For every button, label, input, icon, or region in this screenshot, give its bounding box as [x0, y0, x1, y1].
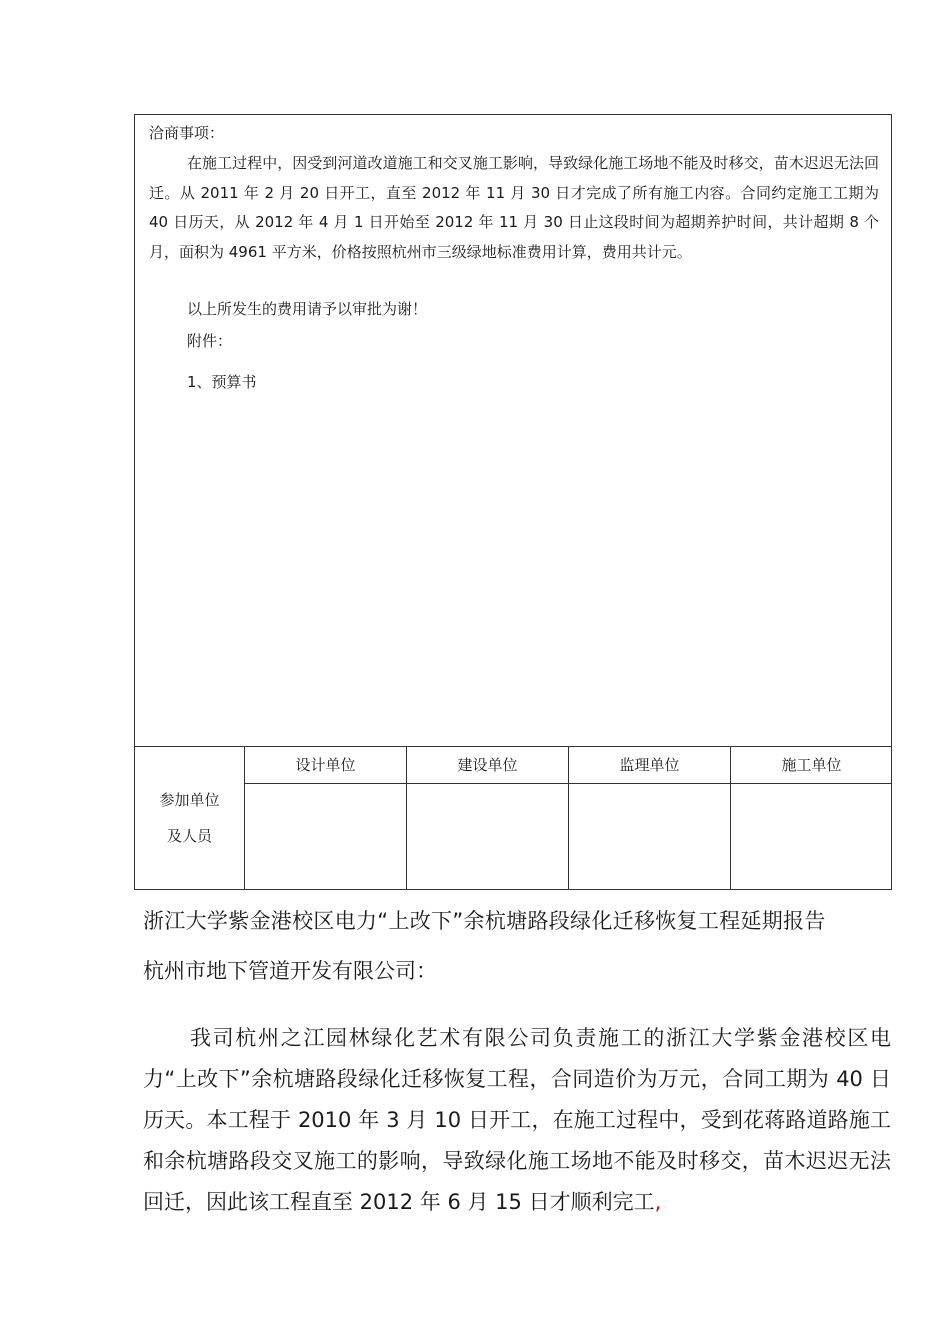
report-addressee: 杭州市地下管道开发有限公司： [143, 959, 437, 983]
approval-request: 以上所发生的费用请予以审批为谢！ [187, 300, 428, 318]
negotiation-heading: 洽商事项： [149, 124, 225, 142]
construction-owner-header: 建设单位 [407, 746, 569, 783]
report-body-text: 我司杭州之江园林绿化艺术有限公司负责施工的浙江大学紫金港校区电力“上改下”余杭塘路段绿化迁移恢复工程，合同造价为万元，合同工期为 40 日历天。本工程于 2010 年 3 月 10 日开工，在施工过程中，受到花蒋路道路施工和余杭塘路段交叉施工的影响，导致绿化施工场地不能及时移交，苗木迟迟无法回迁，因此该工程直至 2012 年 6 月 15 日才顺利完工 [143, 1026, 891, 1214]
design-unit-signature-cell [245, 784, 407, 889]
negotiation-body: 在施工过程中，因受到河道改道施工和交叉施工影响，导致绿化施工场地不能及时移交，苗木迟迟无法回迁。从 2011 年 2 月 20 日开工，直至 2012 年 11 月 30 日才完成了所有施工内容。合同约定施工工期为 40 日历天，从 2012 年 4 月 1 日开始至 2012 年 11 月 30 日止这段时间为超期养护时间，共计超期 8 个月，面积为 4961 平方米，价格按照杭州市三级绿地标准费用计算，费用共计元。 [149, 154, 879, 261]
participating-units-label [135, 746, 245, 889]
attachment-item: 1、预算书 [187, 373, 257, 391]
attachment-label: 附件： [187, 332, 233, 350]
participating-units-section [135, 746, 891, 889]
contractor-unit-signature-cell [731, 784, 892, 889]
construction-owner-signature-cell [407, 784, 569, 889]
design-unit-header: 设计单位 [245, 746, 407, 783]
report-body [143, 1018, 891, 1223]
contractor-unit-header: 施工单位 [781, 756, 842, 774]
report-trailing-mark: , [654, 1190, 662, 1214]
participating-units-label-line1: 参加单位 [159, 790, 220, 809]
units-header-row [245, 746, 892, 784]
supervision-unit-header: 监理单位 [569, 746, 731, 783]
report-title: 浙江大学紫金港校区电力“上改下”余杭塘路段绿化迁移恢复工程延期报告 [143, 909, 826, 933]
units-signature-row [245, 784, 892, 889]
negotiation-section [135, 115, 891, 747]
participating-units-label-line2: 及人员 [166, 826, 212, 845]
supervision-unit-signature-cell [569, 784, 731, 889]
negotiation-form-table [134, 114, 892, 890]
